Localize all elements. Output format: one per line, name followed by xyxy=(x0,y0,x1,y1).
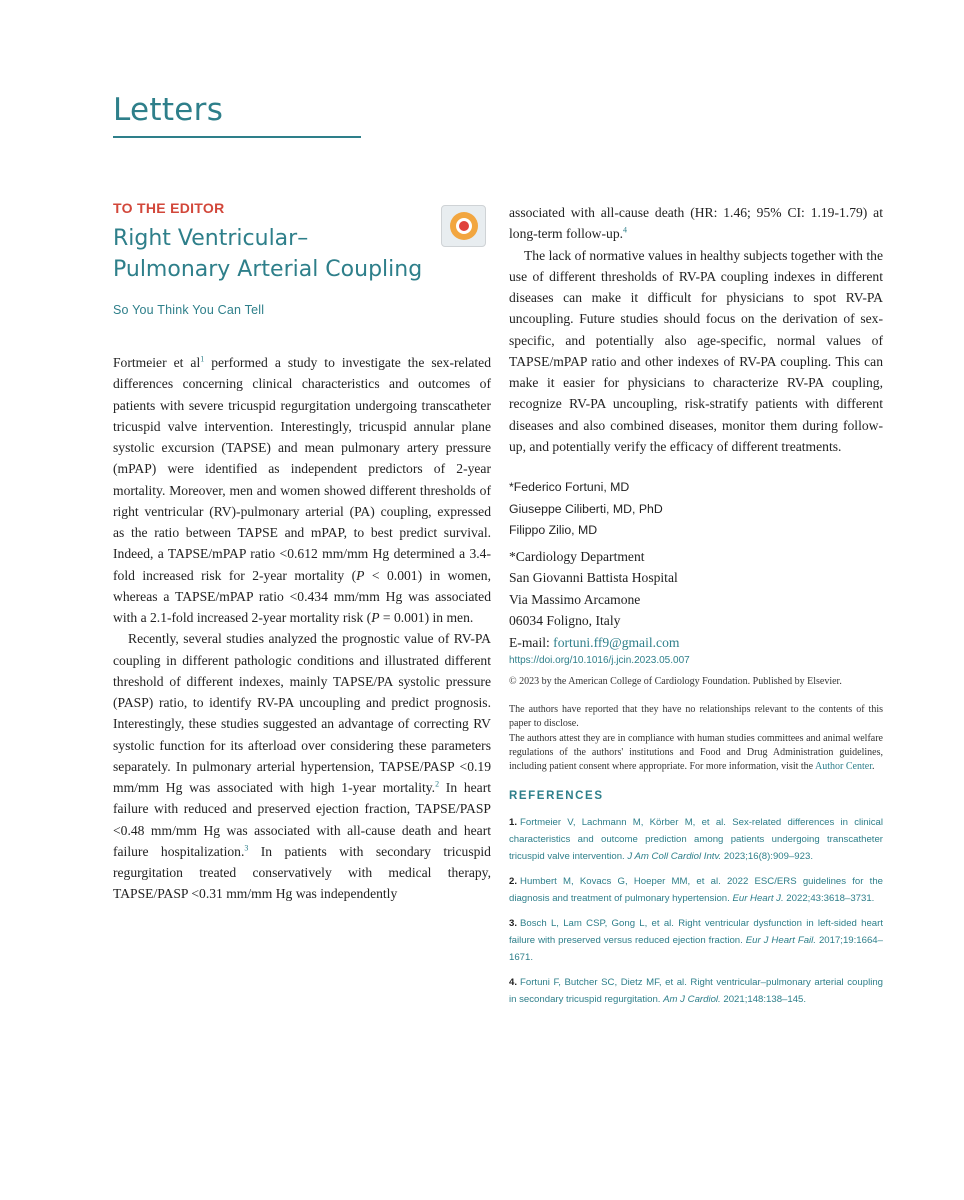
paragraph-3: The lack of normative values in healthy subjects together with the use of different thresholds of RV-PA coupling indexes in different diseases can make it difficult for physicians to spot RV-PA uncoupling. Future studies should focus on the derivation of sex-specific, and potentially also age-specific, normal values of TAPSE/mPAP ratio and other indexes of RV-PA coupling. This can make it easier for physicians to characterize RV-PA coupling, recognize RV-PA uncoupling, risk-stratify patients with different diseases and also combined diseases, monitor them during follow-up, and potentially verify the efficacy of different treatments. xyxy=(509,247,883,454)
disclosure-text: The authors have reported that they have no relationships relevant to the contents of this paper to disclose. xyxy=(509,704,883,730)
reference-text: Humbert M, Kovacs G, Hoeper MM, et al. 2022 ESC/ERS guidelines for the diagnosis and treatment of pulmonary hypertension. xyxy=(509,876,883,905)
reference-citation: 2023;16(8):909–923. xyxy=(721,851,813,863)
text-span: < 0.001) in women, whereas a TAPSE/mPAP ratio <0.434 mm/mm Hg was associated with a 2.1-fold increased 2-year mortality risk ( xyxy=(113,567,491,625)
disclosure-text xyxy=(509,732,883,775)
affiliation xyxy=(509,546,883,654)
reference-citation: 2022;43:3618–3731. xyxy=(783,893,875,905)
author-name: *Federico Fortuni, MD xyxy=(509,480,630,494)
text-span: = 0.001) in men. xyxy=(379,610,474,625)
reference-journal: Am J Cardiol. xyxy=(663,994,721,1006)
body-text-left xyxy=(113,352,491,905)
reference-citation: 2021;148:138–145. xyxy=(720,994,807,1006)
article-subtitle: So You Think You Can Tell xyxy=(113,303,265,317)
text-span: P xyxy=(371,610,380,625)
body-text-right xyxy=(509,202,883,457)
text-span: performed a study to investigate the sex-related differences concerning clinical characteristics and outcomes of patients with severe tricuspid regurgitation undergoing transcatheter tricuspid valve intervention. Interestingly, tricuspid annular plane systolic excursion (TAPSE) and mean pulmonary artery pressure (mPAP) were identified as independent predictors of 2-year mortality. Moreover, men and women showed different thresholds of right ventricular (RV)-pulmonary arterial (PA) coupling, expressed as the ratio between TAPSE and mPAP, to best predict survival. Indeed, a TAPSE/mPAP ratio <0.612 mm/mm Hg determined a 3.4-fold increased risk for 2-year mortality ( xyxy=(113,355,491,583)
email-link[interactable]: fortuni.ff9@gmail.com xyxy=(553,634,680,650)
text-span: P xyxy=(356,567,365,583)
author-name: Filippo Zilio, MD xyxy=(509,523,598,537)
article-kicker: TO THE EDITOR xyxy=(113,200,225,216)
reference-journal: Eur J Heart Fail. xyxy=(745,935,816,947)
section-title: Letters xyxy=(113,92,224,128)
reference-citation: 2017;19:1664–1671. xyxy=(509,935,883,964)
affiliation-line: 06034 Foligno, Italy xyxy=(509,613,621,628)
citation-link[interactable]: 3 xyxy=(244,843,249,853)
reference-text: Fortmeier V, Lachmann M, Körber M, et al. Sex-related differences in clinical characteristics and outcome prediction among patients undergoing transcatheter tricuspid valve intervention. xyxy=(509,817,883,863)
text-span: Recently, several studies analyzed the prognostic value of RV-PA coupling in different pathologic conditions and illustrated different threshold of different indexes, mainly TAPSE/PA systolic pressure (PASP) ratio, to identify RV-PA uncoupling and predict prognosis. Interestingly, these studies suggested an advantage of correcting RV systolic function for its afterload over considering these parameters separately. In pulmonary arterial hypertension, TAPSE/PASP <0.19 mm/mm Hg was associated with high 1-year mortality. xyxy=(113,631,491,795)
article-title-line-2: Pulmonary Arterial Coupling xyxy=(113,257,423,282)
author-center-link[interactable]: Author Center xyxy=(815,761,872,773)
author-name: Giuseppe Ciliberti, MD, PhD xyxy=(509,501,663,516)
reference-text: Bosch L, Lam CSP, Gong L, et al. Right ventricular dysfunction in left-sided heart failure with preserved versus reduced ejection fraction. xyxy=(509,918,883,947)
paragraph-1 xyxy=(113,352,491,628)
citation-link[interactable]: 4 xyxy=(623,225,628,235)
disclosure xyxy=(509,703,883,774)
affiliation-line: Via Massimo Arcamone xyxy=(509,591,641,607)
copyright-notice: © 2023 by the American College of Cardiology Foundation. Published by Elsevier. xyxy=(509,676,842,687)
text-span: associated with all-cause death (HR: 1.46; 95% CI: 1.19-1.79) at long-term follow-up. xyxy=(509,205,883,242)
paragraph-2 xyxy=(113,628,491,904)
article-title xyxy=(113,223,491,285)
reference-journal: Eur Heart J. xyxy=(732,893,784,905)
header-rule xyxy=(113,136,361,138)
journal-section-header xyxy=(113,92,223,128)
left-column xyxy=(113,200,491,905)
reference-item[interactable] xyxy=(509,814,883,865)
text-span: Fortmeier et al xyxy=(113,355,201,370)
right-column xyxy=(509,202,883,1016)
paragraph-2-continued xyxy=(509,202,883,245)
reference-item[interactable] xyxy=(509,915,883,966)
reference-number: 1. xyxy=(509,817,518,829)
email-label: E-mail: xyxy=(509,634,554,650)
article-title-line-1: Right Ventricular– xyxy=(113,226,309,251)
text-span: In heart failure with reduced and preserved ejection fraction, TAPSE/PASP <0.48 mm/mm Hg was associated with all-cause death and heart failure hospitalization. xyxy=(113,780,491,859)
references-heading: REFERENCES xyxy=(509,790,604,803)
text-span: The authors attest they are in compliance with human studies committees and animal welfare regulations of the authors' institutions and Food and Drug Administration guidelines, including patient consent where appropriate. For more information, visit the xyxy=(509,732,883,773)
reference-number: 2. xyxy=(509,876,518,888)
reference-number: 3. xyxy=(509,918,518,930)
reference-item[interactable] xyxy=(509,974,883,1008)
text-span: In patients with secondary tricuspid regurgitation treated conservatively with medical therapy, TAPSE/PASP <0.31 mm/mm Hg was independently xyxy=(113,843,491,902)
affiliation-line: San Giovanni Battista Hospital xyxy=(509,570,678,585)
citation-link[interactable]: 1 xyxy=(200,354,205,364)
citation-link[interactable]: 2 xyxy=(435,779,440,789)
reference-text: Fortuni F, Butcher SC, Dietz MF, et al. Right ventricular–pulmonary arterial coupling in secondary tricuspid regurgitation. xyxy=(509,977,883,1006)
doi-link[interactable]: https://doi.org/10.1016/j.jcin.2023.05.007 xyxy=(509,655,690,666)
author-list xyxy=(509,477,883,542)
reference-number: 4. xyxy=(509,977,518,989)
affiliation-line: *Cardiology Department xyxy=(509,548,645,564)
reference-journal: J Am Coll Cardiol Intv. xyxy=(627,851,722,863)
reference-item[interactable] xyxy=(509,873,883,907)
reference-list xyxy=(509,814,883,1008)
email-line xyxy=(509,632,883,654)
text-span: . xyxy=(871,761,875,773)
